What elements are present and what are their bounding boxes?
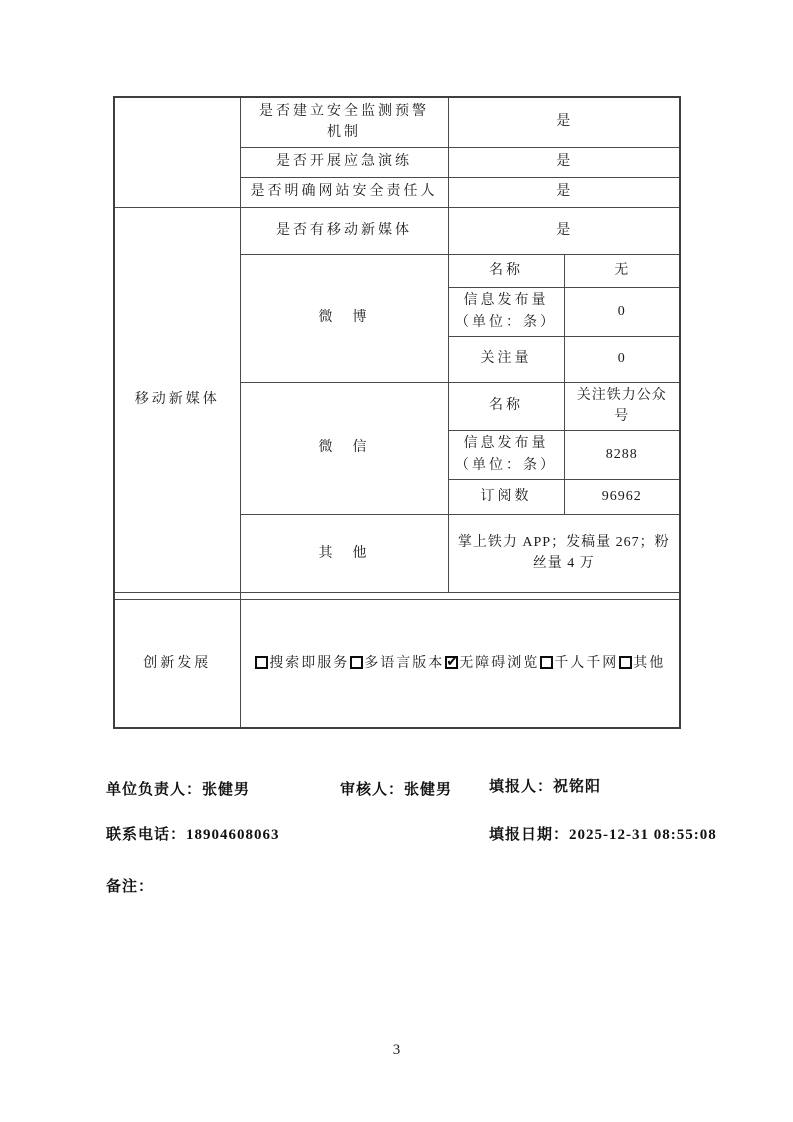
weibo-publish-value: 0 [564,287,680,336]
checkbox-checked-icon [445,653,458,670]
checkbox-icon [540,656,553,669]
remarks-label: 备注： [106,879,155,895]
innovation-option [618,656,665,671]
publish-label-line: （单位：条） [455,457,557,473]
wechat-subscribe-value: 96962 [564,479,680,514]
security-row-value: 是 [448,97,680,147]
innovation-option-label: 无障碍浏览 [459,655,540,671]
spacer-cell [240,592,680,599]
innovation-option-label: 其他 [633,655,666,671]
mobile-media-category-cell: 移动新媒体 [114,207,240,592]
security-row-label [240,97,448,147]
security-row-label: 是否明确网站安全责任人 [240,177,448,207]
phone-field [106,823,280,844]
weibo-group-label: 微 博 [240,254,448,382]
weibo-followers-label: 关注量 [448,336,564,382]
weibo-name-value: 无 [564,254,680,287]
page-number: 3 [392,1042,401,1058]
innovation-option [444,653,540,671]
checkbox-icon [350,656,363,669]
innovation-option-label: 多语言版本 [364,655,445,671]
other-media-value: 掌上铁力 APP；发稿量 267；粉丝量 4 万 [448,514,680,592]
wechat-publish-label [448,430,564,479]
security-row-value: 是 [448,147,680,177]
publish-label-line: 信息发布量 [463,292,549,308]
security-label-line: 是否建立安全监测预警 [259,103,429,119]
wechat-name-label: 名称 [448,382,564,430]
filler-value: 祝铭阳 [553,779,602,795]
reviewer-label: 审核人： [340,782,405,798]
wechat-subscribe-label: 订阅数 [448,479,564,514]
has-mobile-media-label: 是否有移动新媒体 [240,207,448,254]
filler-label: 填报人： [489,779,554,795]
innovation-option [349,656,444,671]
other-media-label: 其 他 [240,514,448,592]
wechat-publish-value: 8288 [564,430,680,479]
wechat-group-label: 微 信 [240,382,448,514]
unit-head-value: 张健男 [202,782,251,798]
security-row-label: 是否开展应急演练 [240,147,448,177]
innovation-option [254,656,349,671]
reviewer-field [340,778,452,799]
filler-field [489,775,601,796]
report-date-field [489,823,717,844]
innovation-option-label: 千人千网 [554,655,619,671]
weibo-name-label: 名称 [448,254,564,287]
remarks-field [106,875,154,896]
innovation-option [539,656,618,671]
checkbox-icon [619,656,632,669]
section-security-category-cell [114,97,240,207]
weibo-publish-label [448,287,564,336]
publish-label-line: 信息发布量 [463,436,549,452]
spacer-cell [114,592,240,599]
has-mobile-media-value: 是 [448,207,680,254]
unit-head-field [106,778,250,799]
innovation-options-line [254,653,666,671]
weibo-followers-value: 0 [564,336,680,382]
unit-head-label: 单位负责人： [106,782,203,798]
wechat-name-value: 关注铁力公众号 [564,382,680,430]
report-date-value: 2025-12-31 08:55:08 [569,827,717,843]
report-date-label: 填报日期： [489,827,570,843]
innovation-category-cell: 创新发展 [114,599,240,728]
phone-value: 18904608063 [186,827,280,843]
innovation-options-cell [240,599,680,728]
innovation-option-label: 搜索即服务 [269,655,350,671]
phone-label: 联系电话： [106,827,187,843]
security-label-line: 机制 [327,125,361,141]
checkbox-icon [255,656,268,669]
checkmark-icon: ✔ [446,653,458,670]
annual-report-table [113,96,681,729]
security-row-value: 是 [448,177,680,207]
publish-label-line: （单位：条） [455,314,557,330]
reviewer-value: 张健男 [404,782,453,798]
